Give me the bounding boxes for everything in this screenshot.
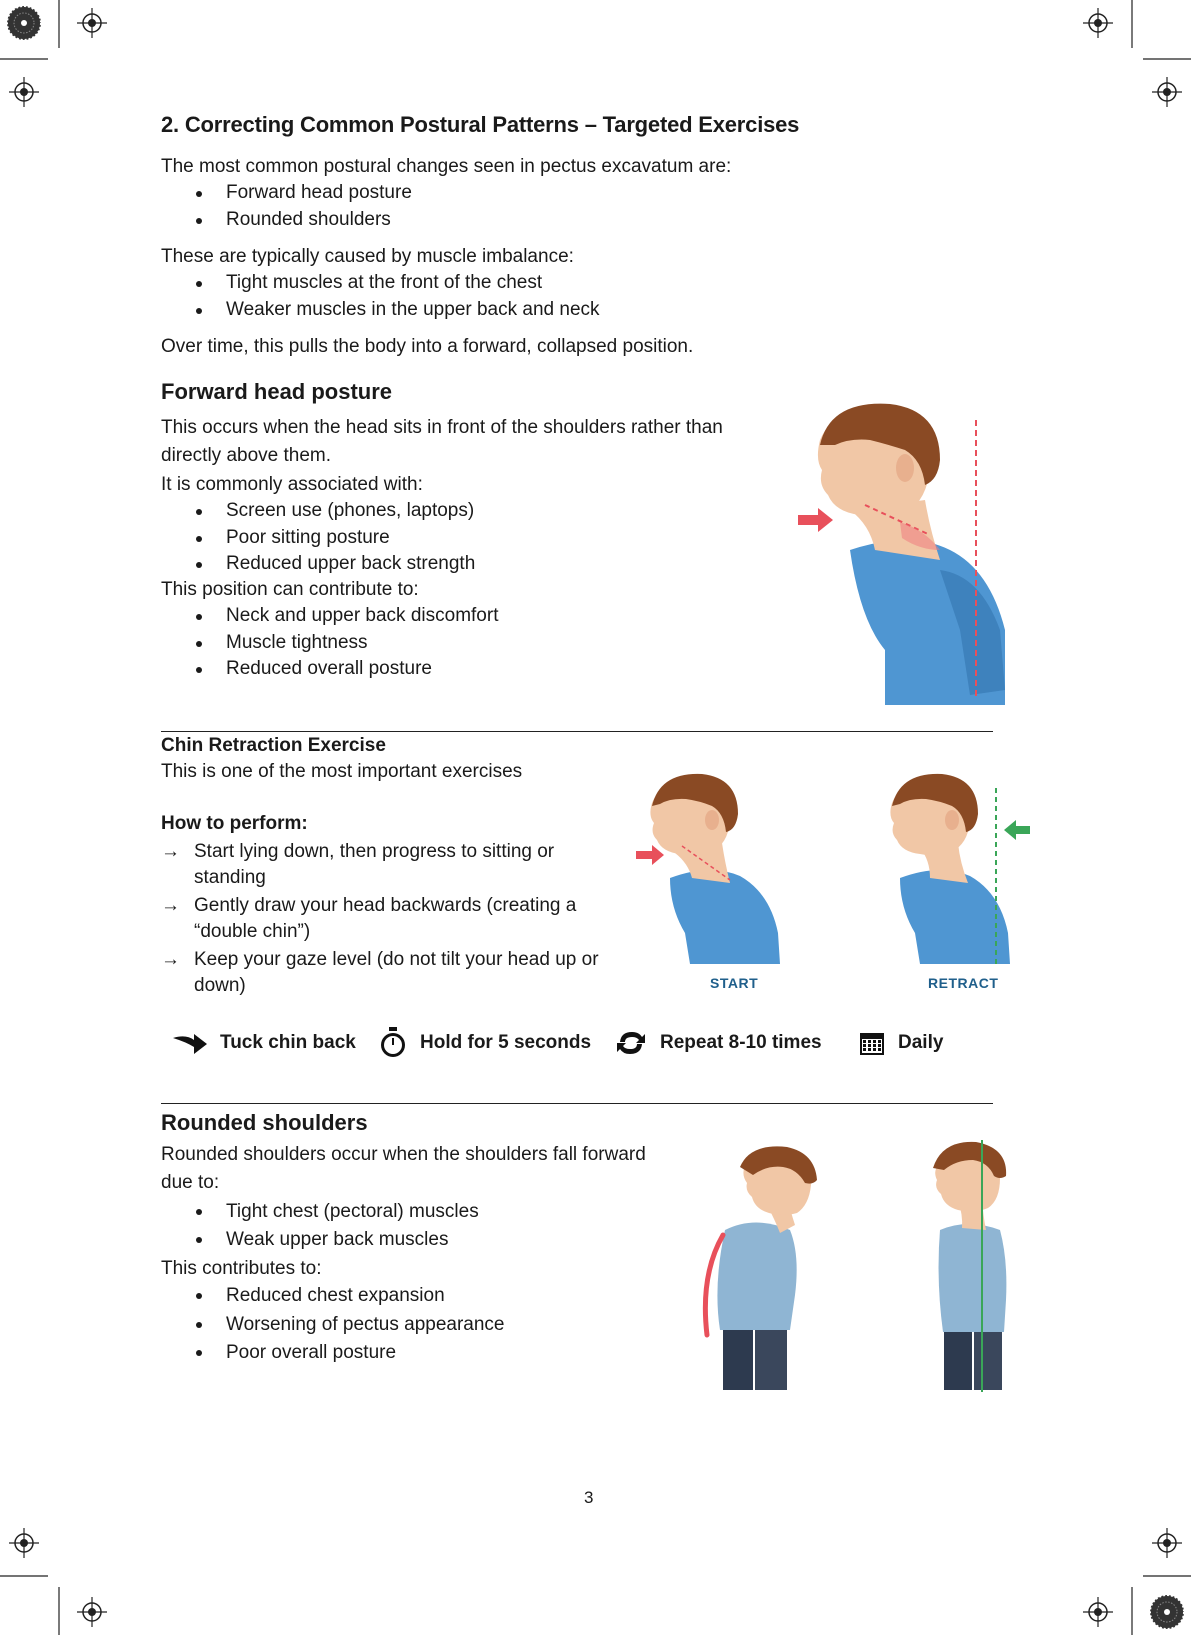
registration-cross-icon — [1083, 8, 1113, 38]
list-item: Muscle tightness — [161, 630, 498, 657]
list-item: Forward head posture — [161, 180, 412, 207]
list-item: Tight chest (pectoral) muscles — [161, 1198, 479, 1226]
list-item: Poor sitting posture — [161, 525, 475, 552]
red-arrow-icon — [798, 508, 833, 532]
stopwatch-icon — [378, 1026, 408, 1060]
right-arrow-icon: → — [161, 949, 180, 970]
association-intro: It is commonly associated with: — [161, 474, 423, 495]
list-item: Reduced upper back strength — [161, 551, 475, 578]
list-item: Screen use (phones, laptops) — [161, 498, 475, 525]
outcome-text: Over time, this pulls the body into a forward, collapsed position. — [161, 336, 694, 357]
forward-head-title: Forward head posture — [161, 379, 393, 404]
section-title: 2. Correcting Common Postural Patterns – Targeted Exercises — [161, 112, 800, 137]
list-item: Weaker muscles in the upper back and neck — [161, 297, 600, 324]
registration-cross-icon — [1152, 1528, 1182, 1558]
list-item: Tight muscles at the front of the chest — [161, 270, 600, 297]
red-arrow-icon — [636, 845, 664, 865]
step-item: → Keep your gaze level (do not tilt your head up or down) — [161, 949, 599, 996]
rounded-contrib-intro: This contributes to: — [161, 1258, 322, 1279]
green-arrow-icon — [1004, 820, 1030, 840]
registration-cross-icon — [77, 1597, 107, 1627]
registration-cross-icon — [1152, 77, 1182, 107]
postural-changes-list — [161, 180, 412, 233]
registration-cross-icon — [9, 77, 39, 107]
list-item: Weak upper back muscles — [161, 1226, 479, 1254]
step-item: → Start lying down, then progress to sitting or standing — [161, 841, 555, 888]
retract-label: RETRACT — [928, 975, 999, 991]
registration-starburst-icon — [1150, 1595, 1184, 1629]
exercise-subtitle: This is one of the most important exercises — [161, 761, 523, 782]
causes-list — [161, 270, 600, 323]
repeat-icon — [614, 1028, 648, 1058]
cue-hold: Hold for 5 seconds — [378, 1025, 591, 1061]
list-item: Worsening of pectus appearance — [161, 1311, 505, 1340]
section-intro: The most common postural changes seen in pectus excavatum are: — [161, 156, 732, 177]
cue-repeat: Repeat 8-10 times — [614, 1025, 822, 1061]
cue-tuck-chin: Tuck chin back — [172, 1025, 356, 1061]
list-item: Poor overall posture — [161, 1339, 505, 1368]
right-arrow-icon: → — [161, 841, 180, 862]
associations-list — [161, 498, 475, 578]
forward-head-description: This occurs when the head sits in front of the shoulders rather than directly above them. — [161, 417, 723, 466]
start-label: START — [710, 975, 759, 991]
divider — [161, 1103, 993, 1104]
rounded-causes-list — [161, 1198, 479, 1254]
cue-daily: Daily — [858, 1025, 943, 1061]
contribution-intro: This position can contribute to: — [161, 579, 419, 600]
registration-cross-icon — [9, 1528, 39, 1558]
tuck-arrow-icon — [172, 1030, 208, 1056]
rounded-shoulders-illustration — [695, 1145, 845, 1395]
list-item: Reduced chest expansion — [161, 1282, 505, 1311]
upright-posture-illustration — [928, 1140, 1028, 1395]
rounded-shoulders-description: Rounded shoulders occur when the shoulders fall forward due to: — [161, 1144, 646, 1193]
start-position-illustration — [630, 768, 805, 968]
calendar-icon — [858, 1029, 886, 1057]
list-item: Rounded shoulders — [161, 207, 412, 234]
forward-head-illustration — [790, 400, 1020, 705]
registration-cross-icon — [77, 8, 107, 38]
registration-starburst-icon — [7, 6, 41, 40]
retract-position-illustration — [860, 768, 1035, 968]
rounded-shoulders-title: Rounded shoulders — [161, 1110, 368, 1135]
right-arrow-icon: → — [161, 895, 180, 916]
cause-intro: These are typically caused by muscle imbalance: — [161, 246, 574, 267]
page-number: 3 — [584, 1488, 594, 1507]
divider — [161, 731, 993, 732]
rounded-contributions-list — [161, 1282, 505, 1368]
registration-cross-icon — [1083, 1597, 1113, 1627]
list-item: Neck and upper back discomfort — [161, 603, 498, 630]
how-to-title: How to perform: — [161, 813, 308, 834]
exercise-steps — [161, 839, 631, 1001]
contributions-list — [161, 603, 498, 683]
exercise-title: Chin Retraction Exercise — [161, 735, 386, 756]
list-item: Reduced overall posture — [161, 656, 498, 683]
step-item: → Gently draw your head backwards (creating a “double chin”) — [161, 895, 577, 942]
